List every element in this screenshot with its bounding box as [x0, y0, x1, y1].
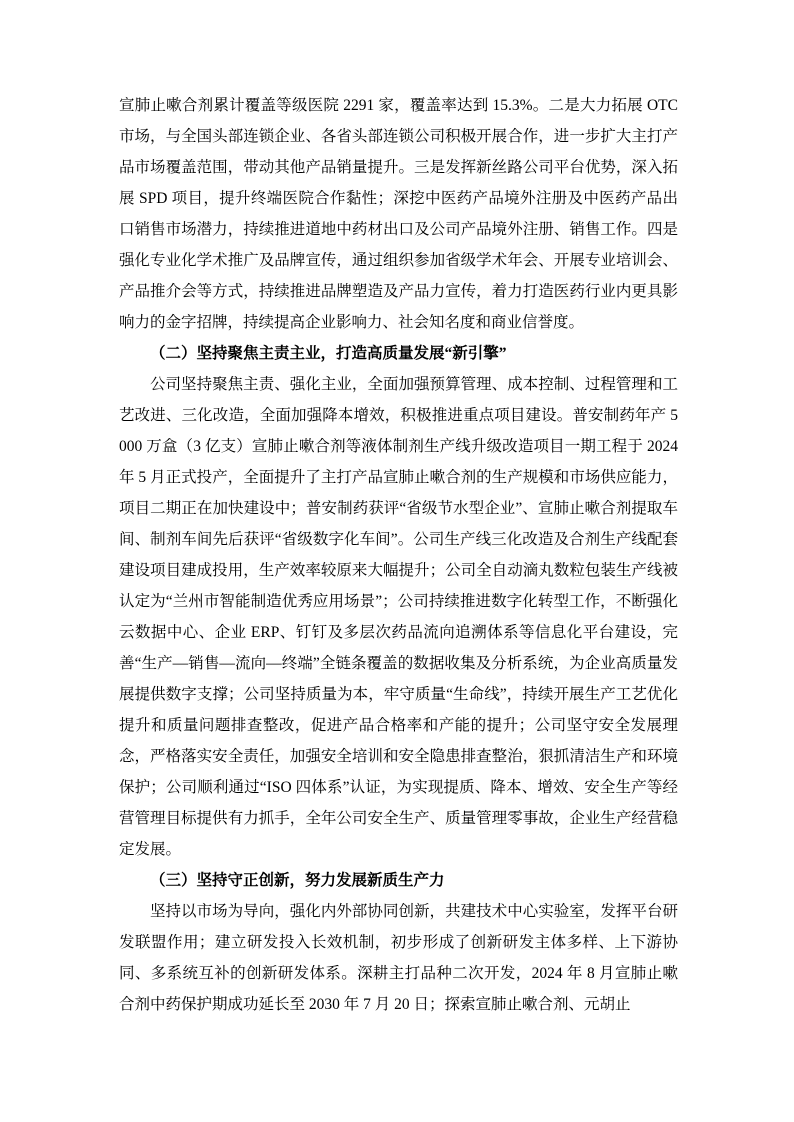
paragraph-main-business-quality-development: 公司坚持聚焦主责、强化主业，全面加强预算管理、成本控制、过程管理和工艺改进、三化改造，全面加强降本增效，积极推进重点项目建设。普安制药年产 5000 万盒（3 亿支）宣肺止嗽合剂等液体制剂生产线升级改造项目一期工程于 2024 年 5 月正式投产，全面提升了主打产品宣肺止嗽合剂的生产规模和市场供应能力，项目二期正在加快建设中；普安制药获评“省级节水型企业”、宣肺止嗽合剂提取车间、制剂车间先后获评“省级数字化车间”。公司生产线三化改造及合剂生产线配套建设项目建成投用，生产效率较原来大幅提升；公司全自动滴丸数粒包装生产线被认定为“兰州市智能制造优秀应用场景”；公司持续推进数字化转型工作，不断强化云数据中心、企业 ERP、钉钉及多层次药品流向追溯体系等信息化平台建设，完善“生产—销售—流向—终端”全链条覆盖的数据收集及分析系统，为企业高质量发展提供数字支撑；公司坚持质量为本，牢守质量“生命线”，持续开展生产工艺优化提升和质量问题排查整改，促进产品合格率和产能的提升；公司坚守安全发展理念，严格落实安全责任，加强安全培训和安全隐患排查整治，狠抓清洁生产和环境保护；公司顺利通过“ISO 四体系”认证，为实现提质、降本、增效、安全生产等经营管理目标提供有力抓手，全年公司安全生产、质量管理零事故，企业生产经营稳定发展。	[119, 376, 678, 858]
document-content	[119, 90, 678, 1020]
paragraph-innovation-rnd: 坚持以市场为导向，强化内外部协同创新，共建技术中心实验室，发挥平台研发联盟作用；建立研发投入长效机制，初步形成了创新研发主体多样、上下游协同、多系统互补的创新研发体系。深耕主打品种二次开发，2024 年 8 月宣肺止嗽合剂中药保护期成功延长至 2030 年 7 月 20 日；探索宣肺止嗽合剂、元胡止	[119, 903, 678, 1013]
heading-section-2-main-business: （二）坚持聚焦主责主业，打造高质量发展“新引擎”	[150, 345, 507, 362]
heading-section-3-innovation: （三）坚持守正创新，努力发展新质生产力	[150, 872, 445, 889]
paragraph-market-coverage-continuation: 宣肺止嗽合剂累计覆盖等级医院 2291 家，覆盖率达到 15.3%。二是大力拓展 OTC 市场，与全国头部连锁企业、各省头部连锁公司积极开展合作，进一步扩大主打产品市场覆盖范围，带动其他产品销量提升。三是发挥新丝路公司平台优势，深入拓展 SPD 项目，提升终端医院合作黏性；深挖中医药产品境外注册及中医药产品出口销售市场潜力，持续推进道地中药材出口及公司产品境外注册、销售工作。四是强化专业化学术推广及品牌宣传，通过组织参加省级学术年会、开展专业培训会、产品推介会等方式，持续推进品牌塑造及产品力宣传，着力打造医药行业内更具影响力的金字招牌，持续提高企业影响力、社会知名度和商业信誉度。	[119, 97, 678, 331]
